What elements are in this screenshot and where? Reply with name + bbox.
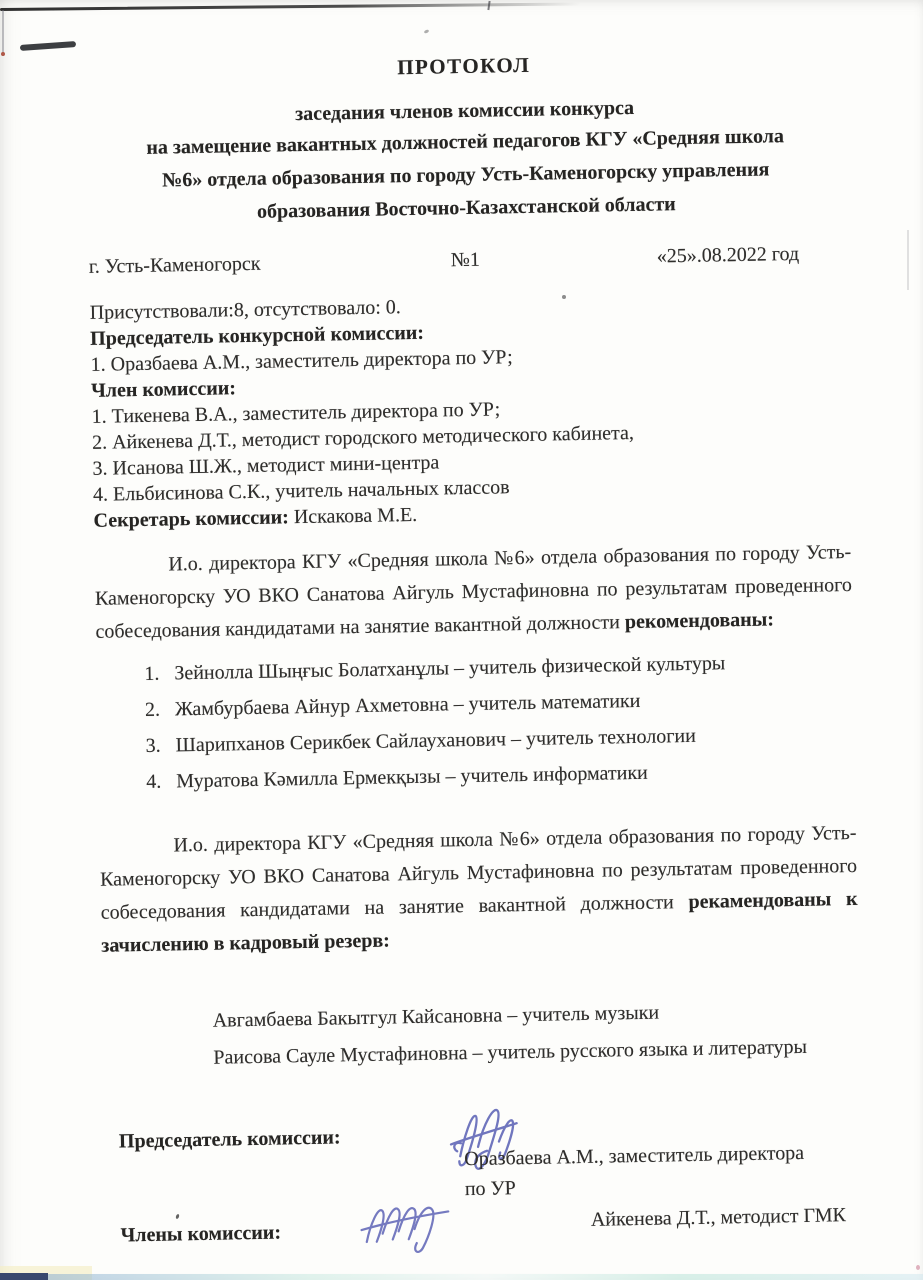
secretary-label: Секретарь комиссии: (93, 506, 290, 532)
member-item: 1. Тикенева В.А., заместитель директора по УР; (91, 398, 501, 428)
commission-list (90, 312, 851, 534)
scan-artifact-left-edge-line (2, 10, 4, 56)
item-number: 1. (144, 662, 160, 685)
paragraph-reserve (99, 817, 858, 963)
item-text: Жамбурбаева Айнур Ахметовна – учитель математики (174, 689, 641, 721)
scan-artifact-speck (916, 1265, 920, 1270)
chair-heading: Председатель конкурсной комиссии: (89, 321, 425, 350)
item-number: 3. (145, 734, 161, 757)
signature-row-chair (119, 1115, 863, 1215)
item-number: 4. (146, 770, 162, 793)
members-heading: Член комиссии: (90, 377, 237, 402)
meta-city: г. Усть-Каменогорск (88, 252, 261, 278)
paragraph-recommended-body: И.о. директора КГУ «Средняя школа №6» отдела образования по городу Усть-Каменогорску УО ВКО Санатова Айгуль Мустафиновна по результатам проведенного собеседования кандидатами на занятие вакантной должности (94, 540, 853, 643)
member-item: 3. Исанова Ш.Ж., методист мини-центра (92, 451, 440, 480)
item-text: Зейнолла Шыңғыс Болатханұлы – учитель физической культуры (174, 652, 726, 685)
chair-item: 1. Оразбаева А.М., заместитель директора по УР; (90, 346, 513, 376)
document-subtitle-line: образования Восточно-Казахстанской области (256, 193, 676, 223)
document-subtitle-line: заседания членов комиссии конкурса (294, 96, 635, 126)
chair-name-line2: по УР (464, 1177, 517, 1201)
scan-artifact-speck (424, 29, 430, 34)
member-name: Айкенева Д.Т., методист ГМК (590, 1204, 847, 1231)
reserve-item: Раисова Сауле Мустафиновна – учитель русского языка и литературы (213, 1035, 808, 1069)
attendance-line: Присутствовали:8, отсутствовало: 0. (89, 296, 402, 324)
secretary-name: Искакова М.Е. (293, 503, 418, 529)
scan-artifact-black-dash (20, 41, 76, 51)
members-signature-label: Члены комиссии: (120, 1221, 282, 1247)
item-text: Шарипханов Серикбек Сайлауханович – учитель технологии (175, 724, 697, 757)
document-subtitle-line: №6» отдела образования по городу Усть-Каменогорску управления (161, 158, 770, 192)
reserve-list (102, 991, 860, 1079)
signature-row-members (120, 1204, 863, 1253)
recommended-keyword: рекомендованы: (624, 608, 775, 634)
chair-name (464, 1138, 805, 1204)
document-content (85, 45, 864, 1253)
scan-artifact-top-edge-line (0, 2, 580, 11)
recommended-list (96, 643, 856, 801)
meta-protocol-number: №1 (450, 248, 481, 272)
member-item: 4. Ельбисинова С.К., учитель начальных классов (92, 476, 510, 506)
item-number: 2. (144, 698, 161, 721)
scan-artifact-red-dot (1, 52, 5, 56)
scan-artifact-bottom-navy-mark (0, 1273, 48, 1280)
chair-name-line1: Оразбаева А.М., заместитель директора (464, 1141, 805, 1171)
signature-block (105, 1115, 864, 1253)
scan-artifact-right-edge-line (907, 230, 909, 290)
document-subtitle-line: на замещение вакантных должностей педагогов КГУ «Средняя школа (146, 125, 785, 159)
item-text: Муратова Кәмилла Ермекқызы – учитель информатики (176, 761, 648, 793)
scan-artifact-bottom-blue-stripe (48, 1274, 923, 1280)
document-title: ПРОТОКОЛ (397, 52, 531, 80)
reserve-item: Авгамбаева Бакытгул Кайсановна – учитель музыки (212, 1001, 660, 1032)
member-item: 2. Айкенева Д.Т., методист городского методического кабинета, (91, 421, 635, 454)
meta-row (89, 240, 846, 284)
paragraph-reserve-body: И.о. директора КГУ «Средняя школа №6» отдела образования по городу Усть-Каменогорску УО ВКО Санатова Айгуль Мустафиновна по результатам проведенного собеседования кандидатами на занятие вакантной должности (99, 821, 858, 924)
paragraph-recommended (94, 536, 853, 649)
reserve-keyword: рекамендованы к зачислению в кадровый резерв: (101, 887, 858, 957)
chair-signature-label: Председатель комиссии: (118, 1126, 341, 1153)
meta-date: «25».08.2022 год (656, 242, 800, 268)
